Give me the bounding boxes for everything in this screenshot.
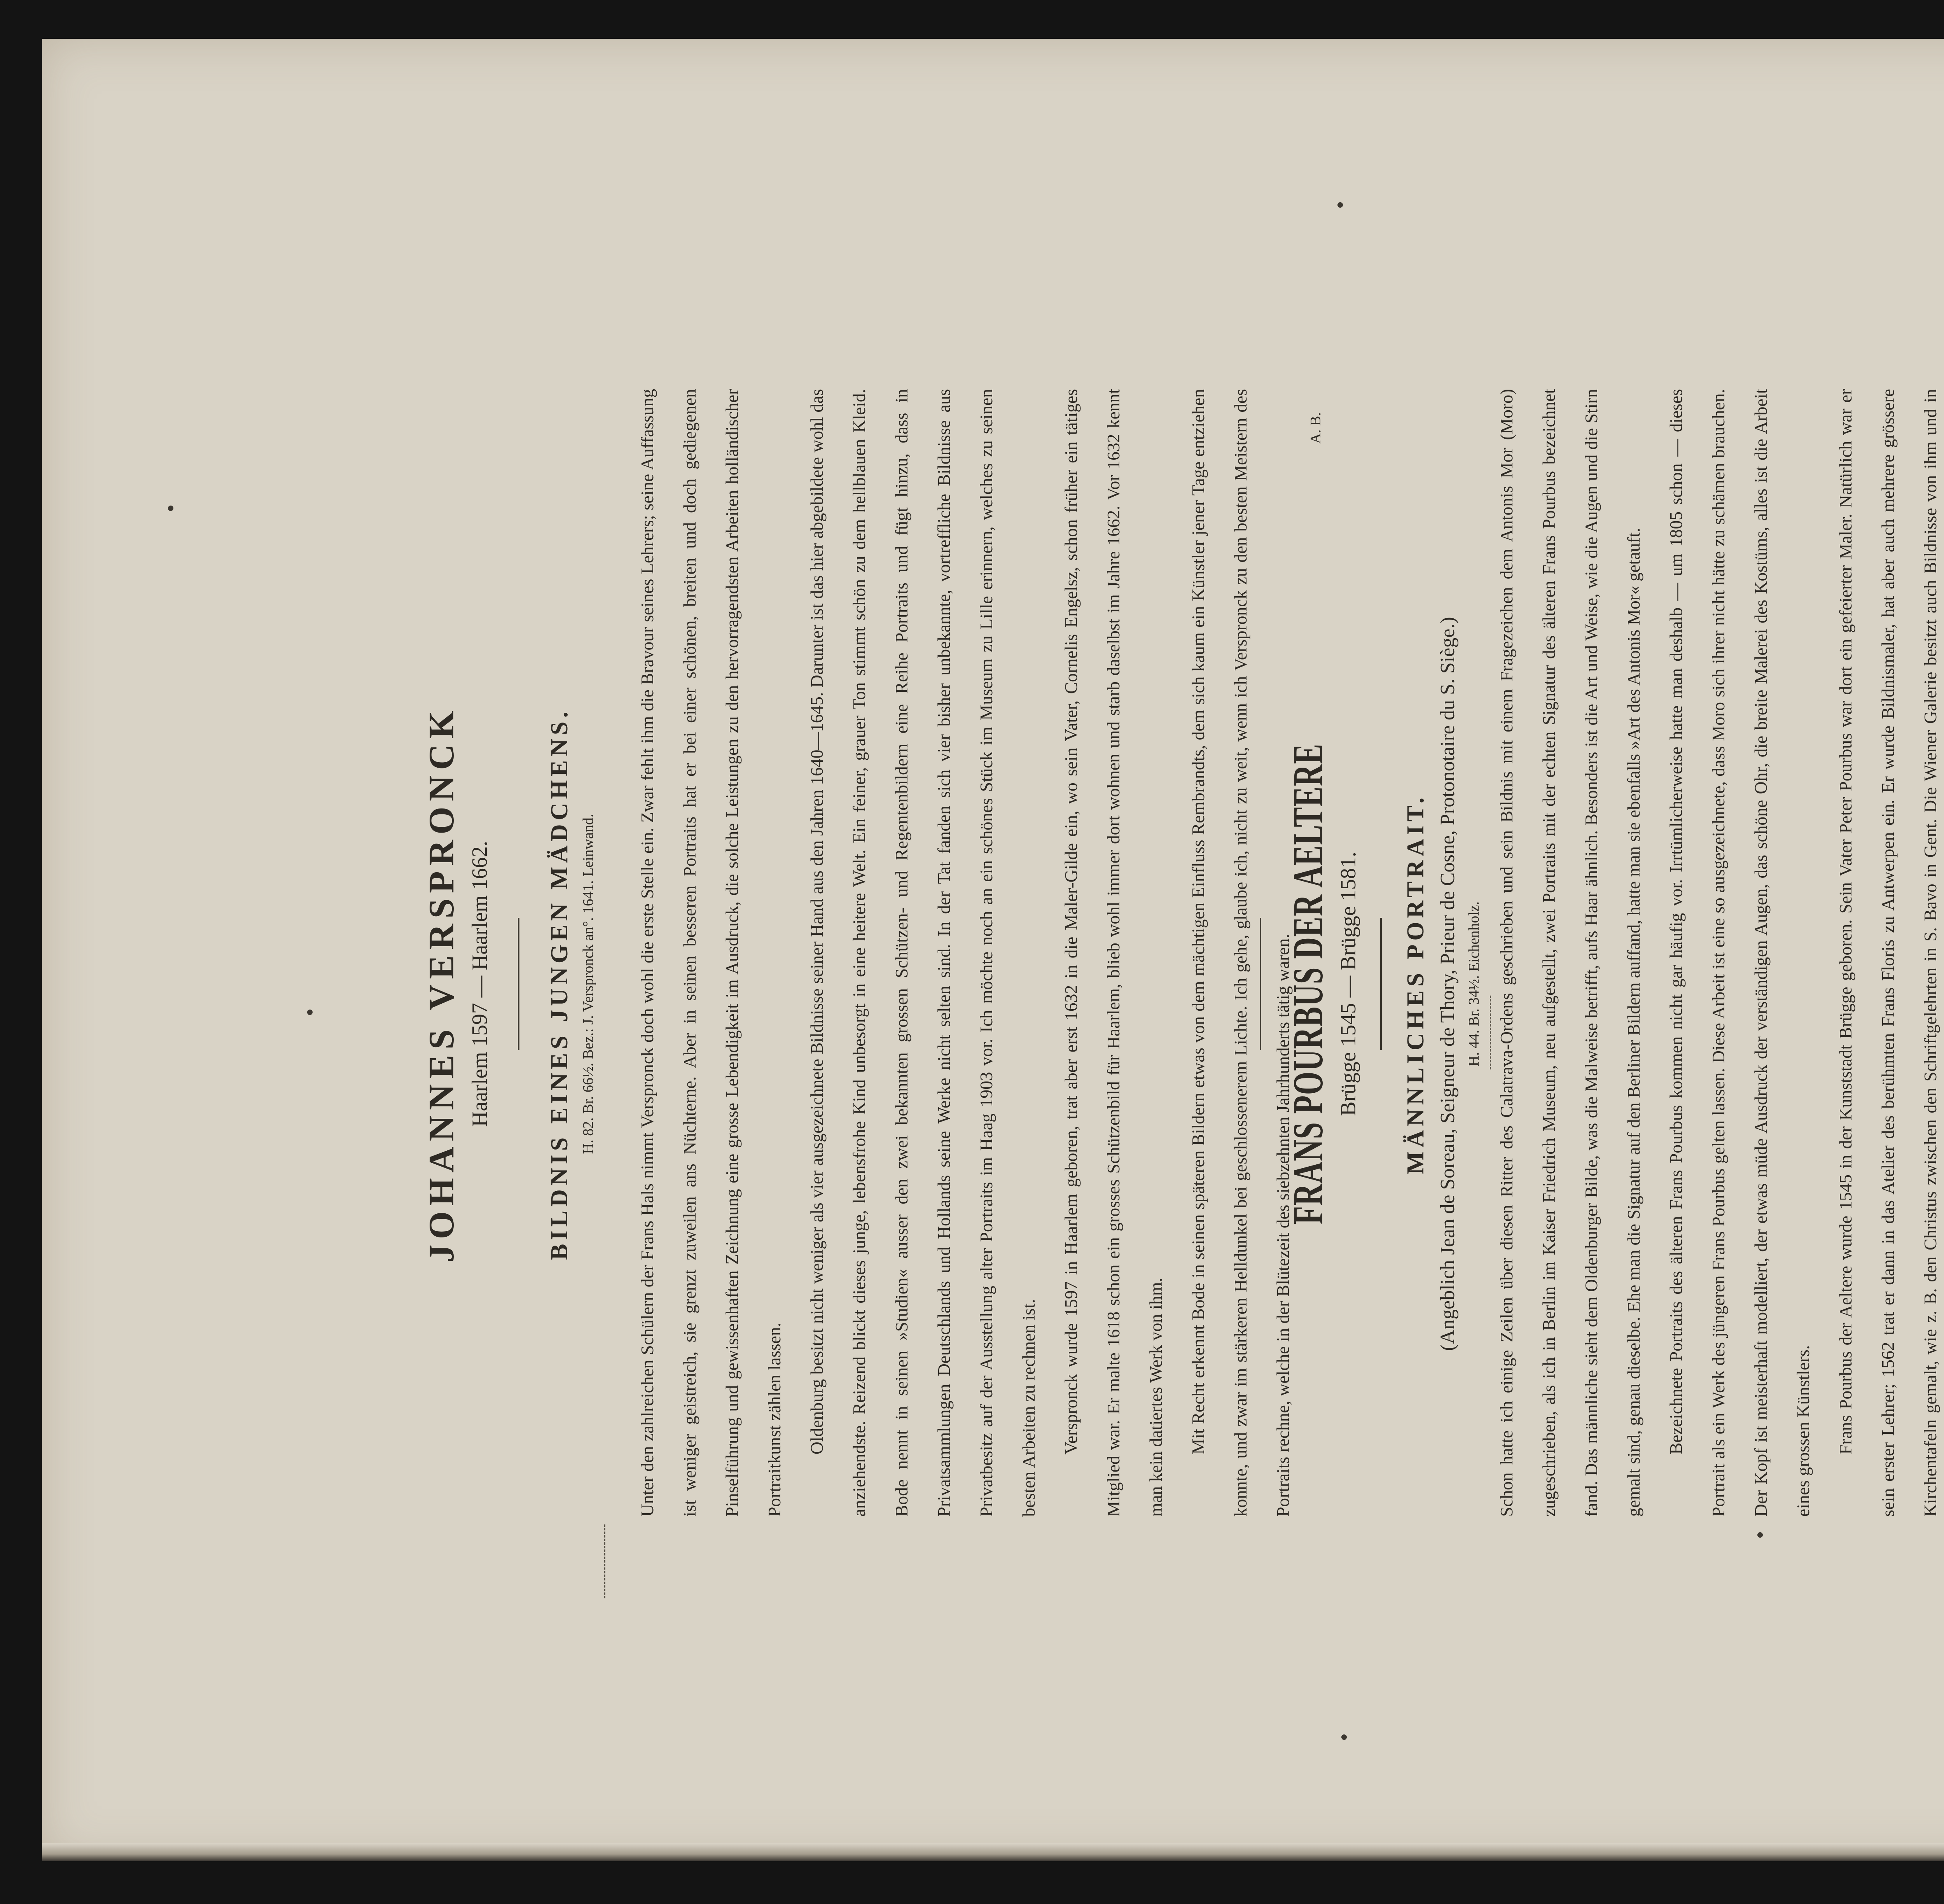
page-gutter xyxy=(42,1843,1944,1861)
article1-heading: JOHANNES VERSPRONCK xyxy=(421,705,461,1263)
article1-paragraph: Unter den zahlreichen Schülern der Frans Hals nimmt Verspronck doch wohl die erste Stelle ein. Zwar fehlt ihm die Bravour seines Lehrers; seine Auffassung ist weniger geistreich, sie grenzt zuweilen ans Nüchterne. Aber in seinen besseren Portraits hat er bei einer schönen, breiten und doch gediegenen Pinselführung und gewissenhaften Zeichnung eine grosse Lebendigkeit im Ausdruck, die solche Leistungen zu den hervorragendsten Arbeiten holländischer Portraitkunst zählen lassen. xyxy=(637,389,784,1517)
dust-speck xyxy=(168,506,173,511)
article2-header xyxy=(1260,323,1491,1645)
article2-top-divider xyxy=(1260,918,1261,1050)
article1-body xyxy=(626,389,1327,1517)
article1-header xyxy=(420,323,605,1645)
dust-speck xyxy=(307,1010,313,1015)
article1-divider xyxy=(518,918,519,1050)
article1-dates: Haarlem 1597 — Haarlem 1662. xyxy=(468,841,492,1127)
article1-paragraph: Mit Recht erkennt Bode in seinen späteren Bildern etwas von dem mächtigen Einfluss Rembrandts, dem sich kaum ein Künstler jener Tage entziehen konnte, und zwar im stärkeren Helldunkel bei geschlossenerem Lichte. Ich gehe, glaube ich, nicht zu weit, wenn ich Verspronck zu den besten Meistern des Portraits rechne, welche in der Blütezeit des siebzehnten Jahrhunderts tätig waren. xyxy=(1188,389,1293,1517)
article2-divider xyxy=(1380,918,1382,1050)
article2-paragraph: Bezeichnete Portraits des älteren Frans Pourbus kommen nicht gar häufig vor. Irrtümlicherweise hatte man deshalb — um 1805 schon — dieses Portrait als ein Werk des jüngeren Frans Pourbus gelten lassen. Diese Arbeit ist eine so ausgezeichnete, dass Moro sich ihrer nicht hätte zu schämen brauchen. Der Kopf ist meisterhaft modelliert, der etwas müde Ausdruck der verständigen Augen, das schöne Ohr, die breite Malerei des Kostüms, alles ist die Arbeit eines grossen Künstlers. xyxy=(1666,389,1813,1517)
dust-speck xyxy=(1341,1734,1347,1740)
article2-dates: Brügge 1545 — Brügge 1581. xyxy=(1336,852,1360,1116)
article2-attribution: (Angeblich Jean de Soreau, Seigneur de Thory, Prieur de Cosne, Protonotaire du S. Siège.) xyxy=(1437,617,1459,1351)
article2-paragraph: Schon hatte ich einige Zeilen über diesen Ritter des Calatrava-Ordens geschrieben und sein Bildnis mit einem Fragezeichen dem Antonis Mor (Moro) zugeschrieben, als ich in Berlin im Kaiser Friedrich Museum, neu aufgestellt, zwei Portraits mit der echten Signatur des älteren Frans Pourbus bezeichnet fand. Das männliche sieht dem Oldenburger Bilde, was die Malweise betrifft, aufs Haar ähnlich. Besonders ist die Art und Weise, wie die Augen und die Stirn gemalt sind, genau dieselbe. Ehe man die Signatur auf den Berliner Bildern auffand, hatte man sie ebenfalls »Art des Antonis Mor« getauft. xyxy=(1496,389,1643,1517)
article1-subheading: BILDNIS EINES JUNGEN MÄDCHENS. xyxy=(546,708,573,1260)
article2-body xyxy=(1485,389,1944,1517)
wavy-underline xyxy=(600,1524,605,1598)
dust-speck xyxy=(1337,202,1343,208)
article1-paragraph: Verspronck wurde 1597 in Haarlem geboren, trat aber erst 1632 in die Maler-Gilde ein, wo sein Vater, Cornelis Engelsz, schon früher ein tätiges Mitglied war. Er malte 1618 schon ein grosses Schützenbild für Haarlem, blieb wohl immer dort wohnen und starb daselbst im Jahre 1662. Vor 1632 kennt man kein datiertes Werk von ihm. xyxy=(1061,389,1166,1517)
article2-heading: FRANS POURBUS DER AELTERE xyxy=(1284,743,1332,1225)
article2-subheading: MÄNNLICHES PORTRAIT. xyxy=(1402,793,1429,1174)
article2-meta: H. 44. Br. 34½. Eichenholz. xyxy=(1466,901,1482,1067)
article1-paragraph: Oldenburg besitzt nicht weniger als vier ausgezeichnete Bildnisse seiner Hand aus den Jahren 1640—1645. Darunter ist das hier abgebildete wohl das anziehendste. Reizend blickt dieses junge, lebensfrohe Kind unbesorgt in eine heitere Welt. Ein feiner, grauer Ton stimmt schön zu dem hellblauen Kleid. Bode nennt in seinen »Studien« ausser den zwei bekannten grossen Schützen- und Regentenbildern eine Reihe Portraits und fügt hinzu, dass in Privatsammlungen Deutschlands und Hollands seine Werke nicht selten sind. In der Tat fanden sich vier bisher unbekannte, vortreffliche Bildnisse aus Privatbesitz auf der Ausstellung alter Portraits im Haag 1903 vor. Ich möchte noch an ein schönes Stück im Museum zu Lille erinnern, welches zu seinen besten Arbeiten zu rechnen ist. xyxy=(807,389,1038,1517)
article1-meta: H. 82. Br. 66½. Bez.: J. Verspronck an°. 1641. Leinwand. xyxy=(580,814,596,1154)
article2-paragraph: Frans Pourbus der Aeltere wurde 1545 in der Kunststadt Brügge geboren. Sein Vater Peter Pourbus war dort ein gefeierter Maler. Natürlich war er sein erster Lehrer; 1562 trat er dann in das Atelier des berühmten Frans Floris zu Antwerpen ein. Er wurde Bildnismaler, hat aber auch mehrere grössere Kirchentafeln gemalt, wie z. B. den Christus zwischen den Schriftgelehrten in S. Bavo in Gent. Die Wiener Galerie besitzt auch Bildnisse von ihm und in xyxy=(1836,389,1940,1517)
dust-speck xyxy=(1757,1532,1763,1538)
article1-signature: A. B. xyxy=(1308,412,1324,444)
